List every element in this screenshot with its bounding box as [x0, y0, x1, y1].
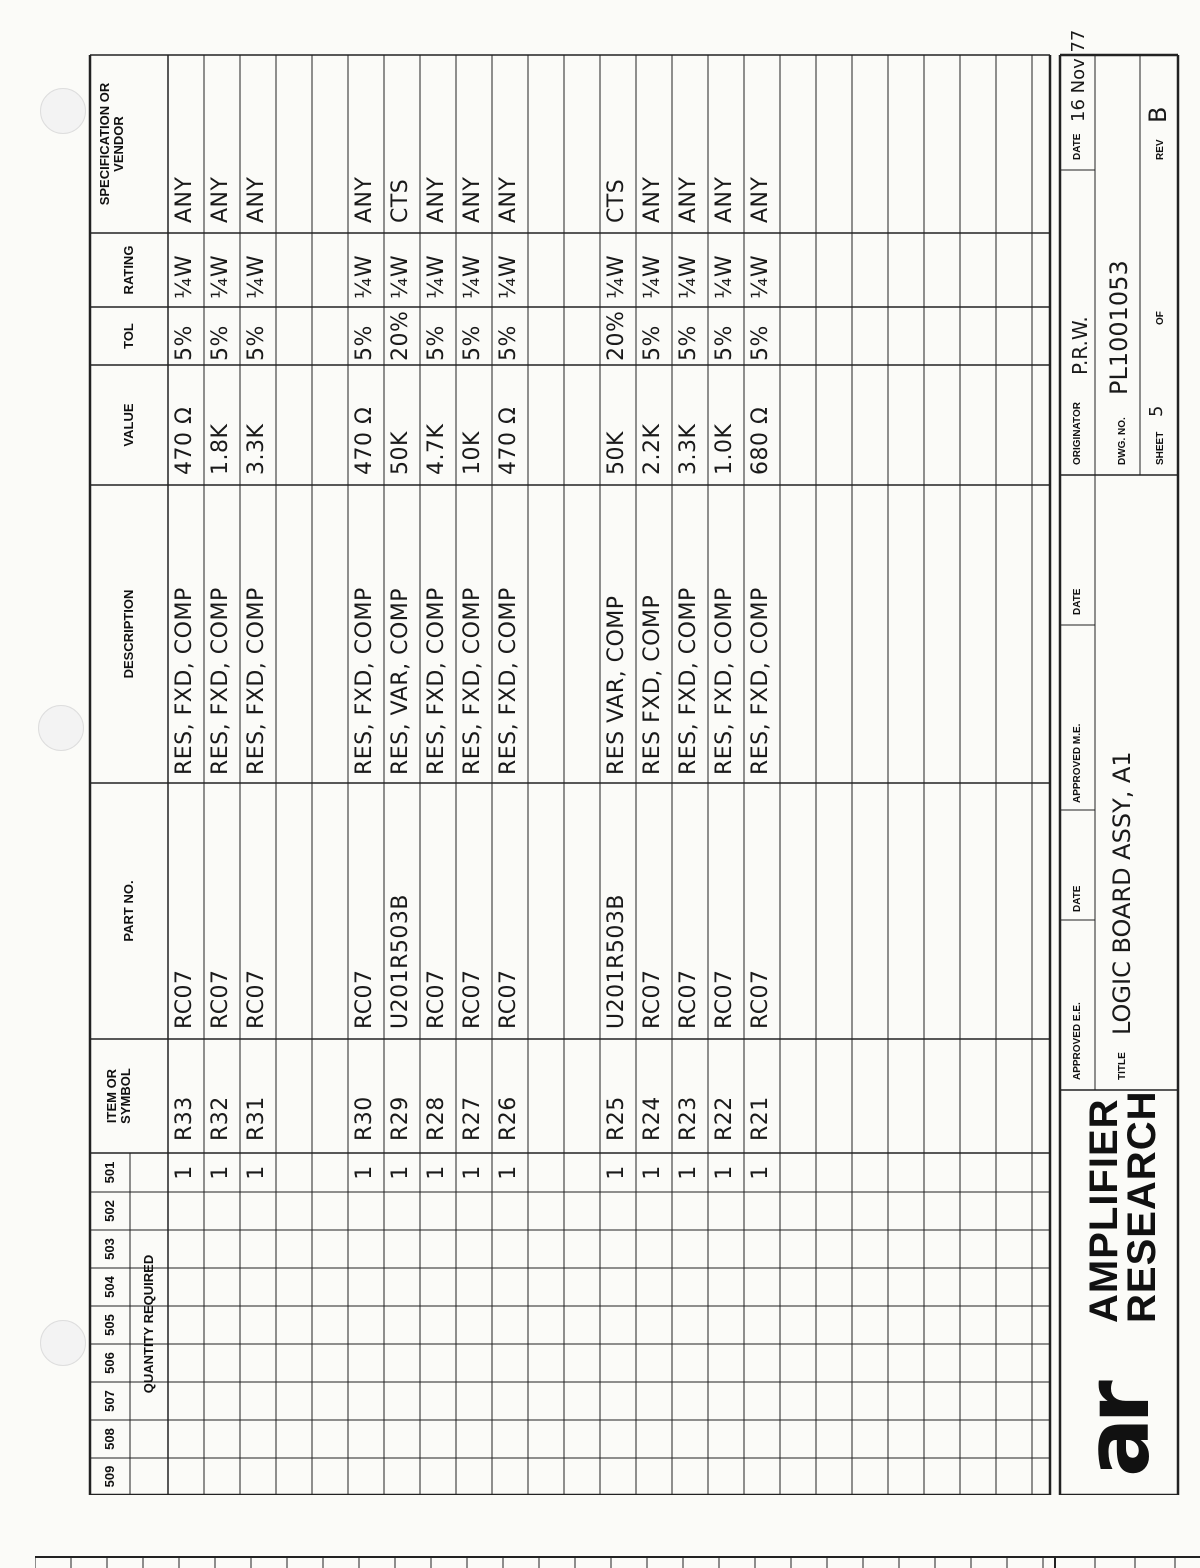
description-cell: RES, FXD, COMP — [352, 587, 377, 775]
qty-501-cell: 1 — [640, 1165, 665, 1180]
spec-vendor-cell: CTS — [604, 178, 629, 223]
rev-value: B — [1144, 106, 1172, 123]
originator-value: P.R.W. — [1068, 316, 1092, 375]
qty-column-header: 501 — [102, 1161, 117, 1184]
qty-501-cell: 1 — [604, 1165, 629, 1180]
spec-vendor-cell: CTS — [388, 178, 413, 223]
spec-vendor-cell: ANY — [676, 176, 701, 223]
qty-501-cell: 1 — [712, 1165, 737, 1180]
part-no-cell: RC07 — [676, 969, 701, 1029]
qty-501-cell: 1 — [352, 1165, 377, 1180]
item-symbol-cell: R29 — [388, 1096, 413, 1141]
tol-cell: 5% — [352, 325, 377, 361]
approved-ee-label: APPROVED E.E. — [1072, 1002, 1083, 1080]
part-no-cell: RC07 — [460, 969, 485, 1029]
rating-cell: ¼W — [604, 254, 629, 299]
quantity-required-header: QUANTITY REQUIRED — [141, 1254, 156, 1394]
of-label: OF — [1155, 311, 1166, 325]
description-cell: RES, FXD, COMP — [244, 587, 269, 775]
qty-column-header: 502 — [102, 1200, 117, 1222]
sheet-value: 5 — [1146, 405, 1167, 417]
part-no-header: PART NO. — [121, 880, 136, 942]
approved-me-label: APPROVED M.E. — [1072, 723, 1083, 803]
tol-cell: 20% — [388, 310, 413, 361]
date-value: 16 Nov 77 — [1068, 29, 1089, 122]
tol-cell: 5% — [676, 325, 701, 361]
description-header: DESCRIPTION — [121, 589, 136, 679]
value-header: VALUE — [121, 403, 136, 447]
rating-cell: ¼W — [676, 254, 701, 299]
next-sheet-edge — [35, 1555, 1200, 1568]
part-no-cell: RC07 — [424, 969, 449, 1029]
qty-column-header: 503 — [102, 1238, 117, 1260]
value-cell: 470 Ω — [172, 406, 197, 475]
qty-column-header: 504 — [102, 1276, 117, 1298]
date-label-2: DATE — [1072, 588, 1083, 615]
company-name-line2: RESEARCH — [1120, 1090, 1164, 1323]
item-symbol-cell: R22 — [712, 1096, 737, 1141]
value-cell: 3.3K — [676, 423, 701, 475]
rating-cell: ¼W — [388, 254, 413, 299]
rev-label: REV — [1155, 139, 1166, 160]
tol-cell: 20% — [604, 310, 629, 361]
part-no-cell: U201R503B — [604, 894, 629, 1029]
value-cell: 10K — [460, 431, 485, 475]
rating-cell: ¼W — [244, 254, 269, 299]
part-no-cell: RC07 — [172, 969, 197, 1029]
description-cell: RES, FXD, COMP — [748, 587, 773, 775]
rating-cell: ¼W — [172, 254, 197, 299]
date-label-1: DATE — [1072, 885, 1083, 912]
spec-vendor-cell: ANY — [712, 176, 737, 223]
qty-501-cell: 1 — [748, 1165, 773, 1180]
item-symbol-cell: R28 — [424, 1096, 449, 1141]
description-cell: RES, FXD, COMP — [496, 587, 521, 775]
value-cell: 680 Ω — [748, 406, 773, 475]
originator-label: ORIGINATOR — [1072, 402, 1083, 465]
qty-column-header: 509 — [102, 1465, 117, 1488]
value-cell: 4.7K — [424, 423, 449, 475]
rating-cell: ¼W — [496, 254, 521, 299]
value-cell: 3.3K — [244, 423, 269, 475]
qty-column-header: 508 — [102, 1428, 117, 1450]
drawing-title: LOGIC BOARD ASSY, A1 — [1108, 751, 1136, 1035]
rating-cell: ¼W — [640, 254, 665, 299]
value-cell: 1.8K — [208, 423, 233, 475]
rating-header: RATING — [121, 245, 136, 295]
company-name-line1: AMPLIFIER — [1082, 1098, 1126, 1323]
spec-vendor-cell: ANY — [208, 176, 233, 223]
description-cell: RES, VAR, COMP — [388, 587, 413, 775]
part-no-cell: RC07 — [352, 969, 377, 1029]
rating-cell: ¼W — [208, 254, 233, 299]
rating-cell: ¼W — [352, 254, 377, 299]
rating-cell: ¼W — [424, 254, 449, 299]
qty-501-cell: 1 — [424, 1165, 449, 1180]
tol-cell: 5% — [424, 325, 449, 361]
part-no-cell: RC07 — [208, 969, 233, 1029]
qty-501-cell: 1 — [676, 1165, 701, 1180]
item-symbol-cell: R31 — [244, 1096, 269, 1141]
description-cell: RES, FXD, COMP — [172, 587, 197, 775]
qty-501-cell: 1 — [172, 1165, 197, 1180]
spec-vendor-header: SPECIFICATION OR VENDOR — [97, 82, 126, 206]
item-symbol-cell: R33 — [172, 1096, 197, 1141]
sheet-label: SHEET — [1155, 431, 1166, 465]
description-cell: RES FXD, COMP — [640, 594, 665, 775]
tol-cell: 5% — [208, 325, 233, 361]
value-cell: 50K — [388, 431, 413, 475]
spec-vendor-cell: ANY — [352, 176, 377, 223]
value-cell: 2.2K — [640, 423, 665, 475]
qty-501-cell: 1 — [388, 1165, 413, 1180]
rating-cell: ¼W — [712, 254, 737, 299]
spec-vendor-cell: ANY — [172, 176, 197, 223]
qty-501-cell: 1 — [496, 1165, 521, 1180]
part-no-cell: RC07 — [496, 969, 521, 1029]
item-symbol-cell: R32 — [208, 1096, 233, 1141]
item-symbol-cell: R24 — [640, 1096, 665, 1141]
description-cell: RES VAR, COMP — [604, 595, 629, 775]
tol-cell: 5% — [712, 325, 737, 361]
qty-501-cell: 1 — [460, 1165, 485, 1180]
parts-list-form — [50, 29, 1180, 1495]
spec-vendor-cell: ANY — [748, 176, 773, 223]
part-no-cell: U201R503B — [388, 894, 413, 1029]
part-no-cell: RC07 — [748, 969, 773, 1029]
spec-vendor-cell: ANY — [460, 176, 485, 223]
rating-cell: ¼W — [460, 254, 485, 299]
tol-header: TOL — [121, 323, 136, 349]
tol-cell: 5% — [172, 325, 197, 361]
qty-column-header: 506 — [102, 1352, 117, 1374]
tol-cell: 5% — [748, 325, 773, 361]
item-symbol-cell: R26 — [496, 1096, 521, 1141]
description-cell: RES, FXD, COMP — [460, 587, 485, 775]
item-symbol-cell: R27 — [460, 1096, 485, 1141]
rating-cell: ¼W — [748, 254, 773, 299]
qty-501-cell: 1 — [208, 1165, 233, 1180]
value-cell: 470 Ω — [496, 406, 521, 475]
description-cell: RES, FXD, COMP — [712, 587, 737, 775]
tol-cell: 5% — [640, 325, 665, 361]
dwg-no-value: PL1001053 — [1105, 260, 1133, 395]
tol-cell: 5% — [244, 325, 269, 361]
qty-column-header: 507 — [102, 1390, 117, 1412]
item-symbol-cell: R25 — [604, 1096, 629, 1141]
description-cell: RES, FXD, COMP — [676, 587, 701, 775]
part-no-cell: RC07 — [640, 969, 665, 1029]
description-cell: RES, FXD, COMP — [424, 587, 449, 775]
tol-cell: 5% — [496, 325, 521, 361]
tol-cell: 5% — [460, 325, 485, 361]
dwg-no-label: DWG. NO. — [1117, 417, 1128, 465]
item-symbol-cell: R23 — [676, 1096, 701, 1141]
qty-column-header: 505 — [102, 1314, 117, 1336]
part-no-cell: RC07 — [712, 969, 737, 1029]
item-symbol-cell: R30 — [352, 1096, 377, 1141]
description-cell: RES, FXD, COMP — [208, 587, 233, 775]
spec-vendor-cell: ANY — [496, 176, 521, 223]
spec-vendor-cell: ANY — [424, 176, 449, 223]
value-cell: 1.0K — [712, 423, 737, 475]
date-label-3: DATE — [1072, 133, 1083, 160]
item-symbol-header: ITEM OR SYMBOL — [104, 1068, 133, 1124]
qty-501-cell: 1 — [244, 1165, 269, 1180]
value-cell: 50K — [604, 431, 629, 475]
logo-mark: ar — [1066, 1386, 1169, 1477]
title-label: TITLE — [1117, 1052, 1128, 1080]
spec-vendor-cell: ANY — [244, 176, 269, 223]
item-symbol-cell: R21 — [748, 1096, 773, 1141]
part-no-cell: RC07 — [244, 969, 269, 1029]
spec-vendor-cell: ANY — [640, 176, 665, 223]
value-cell: 470 Ω — [352, 406, 377, 475]
